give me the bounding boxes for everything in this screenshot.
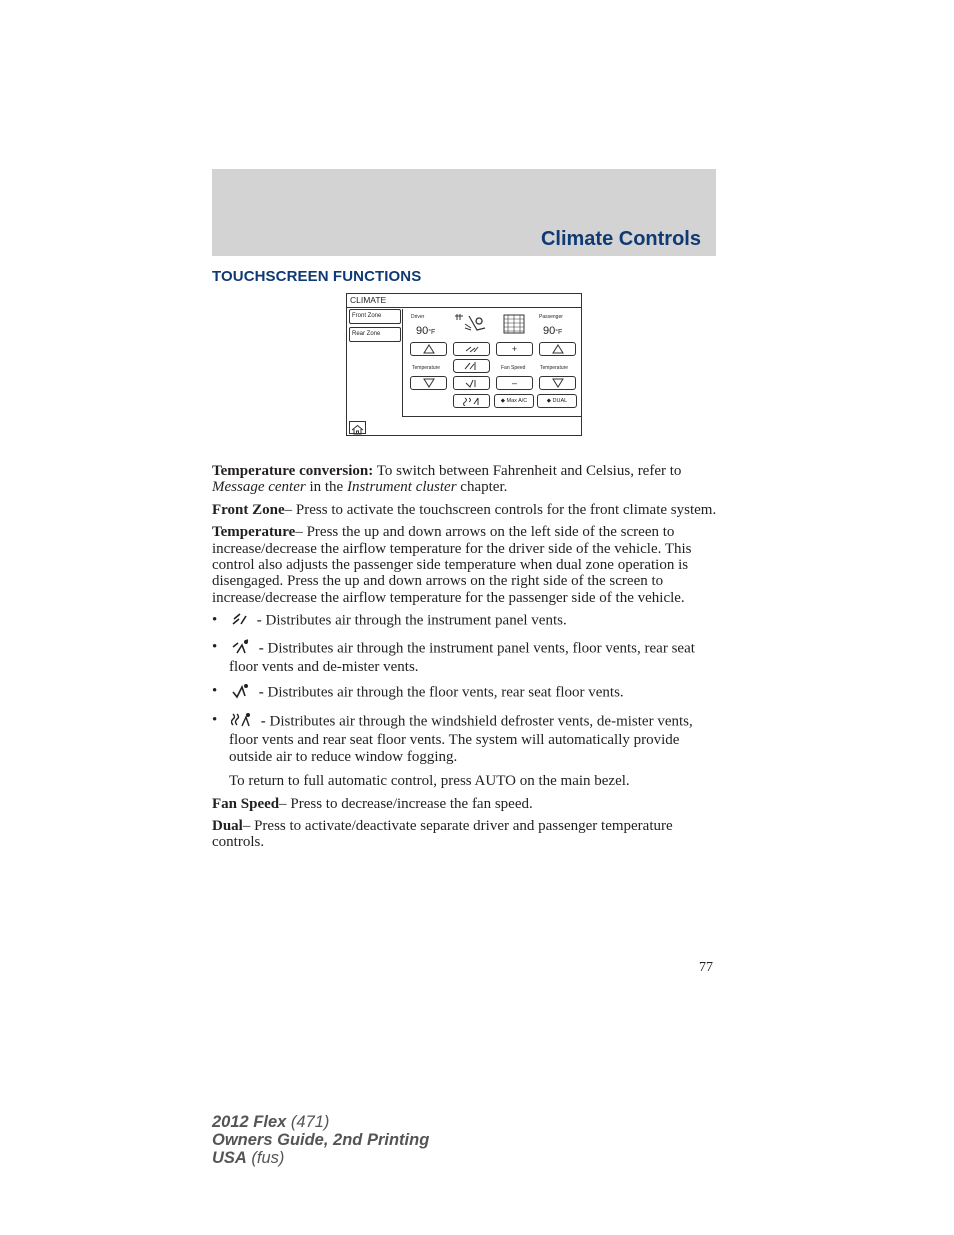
max-ac-button[interactable]: ◆ Max A/C — [494, 394, 534, 408]
panel-vent-mode-icon — [231, 612, 249, 626]
rear-zone-button[interactable]: Rear Zone — [349, 327, 401, 342]
footer-line-2: Owners Guide, 2nd Printing — [212, 1131, 430, 1149]
footer-line-3: USA (fus) — [212, 1149, 285, 1167]
home-button[interactable] — [349, 421, 366, 434]
passenger-temp-down-button[interactable] — [539, 376, 576, 390]
passenger-temperature-label: Temperature — [540, 365, 569, 371]
body-text — [212, 463, 717, 857]
chapter-header-band — [212, 169, 716, 256]
home-icon — [350, 424, 365, 435]
floor-mode-icon — [231, 683, 251, 699]
chapter-title: Climate Controls — [540, 228, 701, 250]
driver-temperature-label: Temperature — [412, 365, 441, 371]
climate-touchscreen-figure — [346, 293, 582, 436]
rear-defrost-grid-icon — [503, 314, 525, 334]
defrost-floor-mode-icon — [231, 712, 253, 728]
passenger-temp-up-button[interactable] — [539, 342, 576, 356]
fan-speed-paragraph: Fan Speed– Press to decrease/increase the fan speed. — [212, 795, 533, 812]
list-item: • - Distributes air through the windshield defroster vents, de-mister vents, floor vents and rear seat floor vents. The system will automatically provide outside air to reduce window fogging. — [212, 711, 693, 765]
auto-control-note: To return to full automatic control, press AUTO on the main bezel. — [229, 773, 630, 790]
list-item: • - Distributes air through the instrument panel vents, floor vents, rear seat floor vents and de-mister vents. — [212, 638, 695, 676]
mode-defrost-floor-button[interactable] — [453, 394, 490, 408]
mode-floor-button[interactable] — [453, 376, 490, 390]
temperature-paragraph: Temperature– Press the up and down arrows on the left side of the screen to increase/decrease the airflow temperature for the driver side of the vehicle. This control also adjusts the passenger side temperature when dual zone operation is disengaged. Press the up and down arrows on the right side of the screen to increase/decrease the airflow temperature for the passenger side of the vehicle. — [212, 524, 692, 606]
front-zone-panel — [402, 309, 582, 417]
section-heading: TOUCHSCREEN FUNCTIONS — [212, 268, 422, 285]
dual-paragraph: Dual– Press to activate/deactivate separate driver and passenger temperature controls. — [212, 817, 673, 851]
driver-label: Driver — [411, 314, 425, 320]
driver-temp-readout: 90°F — [416, 325, 436, 337]
front-zone-button[interactable]: Front Zone — [349, 309, 401, 324]
list-item: • - Distributes air through the instrument panel vents. — [212, 612, 567, 629]
seat-airflow-icon — [453, 312, 493, 338]
page-number: 77 — [699, 960, 713, 975]
passenger-label: Passenger — [539, 314, 563, 320]
fan-speed-decrease-button[interactable]: – — [496, 376, 533, 390]
dual-button[interactable]: ◆ DUAL — [537, 394, 577, 408]
mode-panel-vents-button[interactable] — [453, 342, 490, 356]
front-zone-paragraph: Front Zone– Press to activate the touchscreen controls for the front climate system. — [212, 501, 717, 518]
mode-panel-floor-icon — [453, 359, 490, 373]
list-item: • - Distributes air through the floor vents, rear seat floor vents. — [212, 683, 624, 702]
driver-temp-down-button[interactable] — [410, 376, 447, 390]
footer-line-1: 2012 Flex (471) — [212, 1113, 330, 1131]
panel-floor-mode-icon — [231, 639, 251, 655]
screen-title-divider — [347, 307, 581, 308]
passenger-temp-readout: 90°F — [543, 325, 563, 337]
screen-title: CLIMATE — [350, 295, 387, 305]
fan-speed-label: Fan Speed — [501, 365, 526, 371]
document-footer — [212, 1113, 429, 1167]
fan-speed-increase-button[interactable]: + — [496, 342, 533, 356]
driver-temp-up-button[interactable] — [410, 342, 447, 356]
temperature-conversion-paragraph: Temperature conversion: To switch between Fahrenheit and Celsius, refer to Message center in the Instrument cluster chapter. — [212, 463, 682, 496]
